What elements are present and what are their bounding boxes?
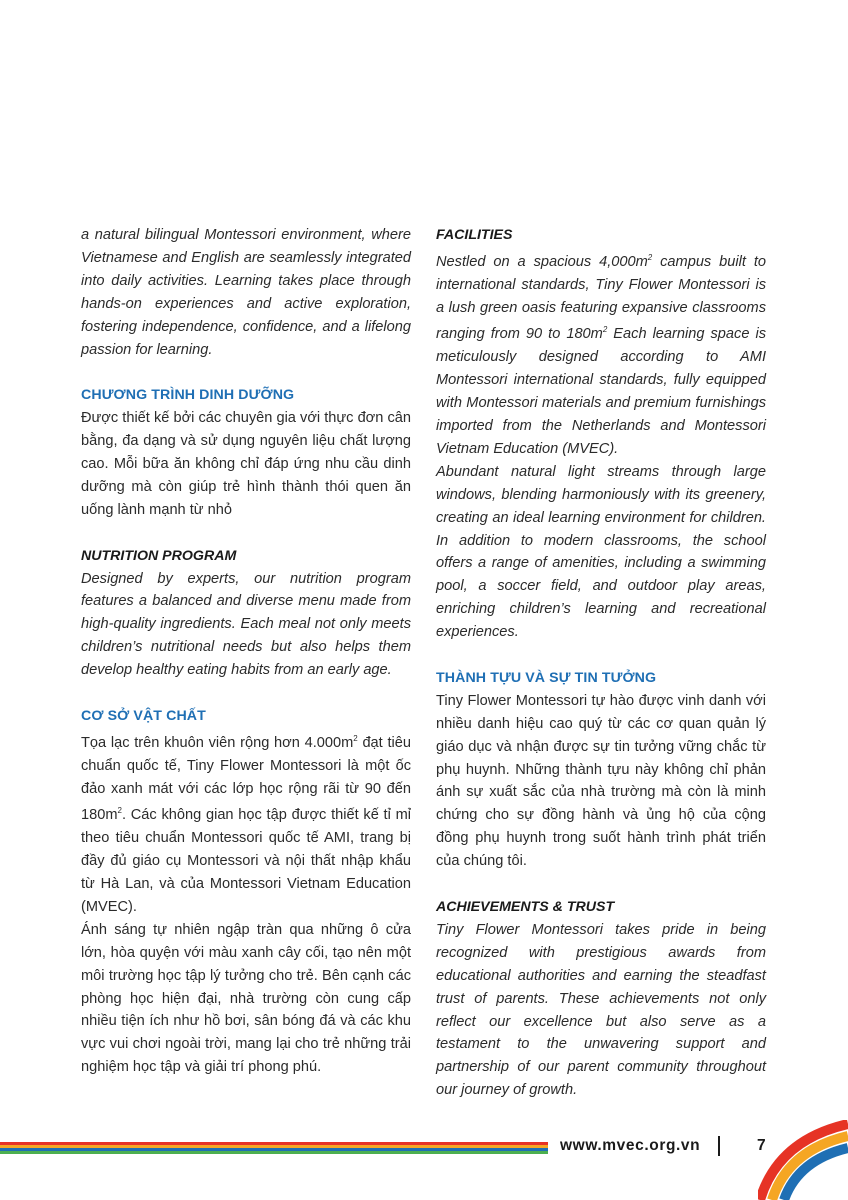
left-column (81, 224, 411, 1079)
achievements-body-en: Tiny Flower Montessori takes pride in being recognized with prestigious awards from educational authorities and earning the steadfast trust of parents. These achievements not only reflect our excellence but also serve as a testament to the unwavering support and partnership of our parent community throughout our journey of growth. (436, 921, 766, 1099)
facilities-heading-en: FACILITIES (436, 227, 513, 243)
page-number: 7 (757, 1137, 766, 1154)
facilities-body-vi-2: Ánh sáng tự nhiên ngập tràn qua những ô cửa lớn, hòa quyện với màu xanh cây cối, tạo nên một môi trường học tập lý tưởng cho trẻ. Bên cạnh các phòng học hiện đại, nhà trường còn cung cấp nhiều tiện ích như hồ bơi, sân bóng đá và các khu vực vui chơi ngoài trời, mang lại cho trẻ những trải nghiệm học tập và giải trí phong phú. (81, 921, 411, 1076)
nutrition-heading-vi: CHƯƠNG TRÌNH DINH DƯỠNG (81, 387, 295, 404)
intro-continuation: a natural bilingual Montessori environment, where Vietnamese and English are seamlessly integrated into daily activities. Learning takes place through hands-on experiences and active exploration, fostering independence, confidence, and a lifelong passion for learning. (81, 227, 411, 358)
facilities-heading-vi: CƠ SỞ VẬT CHẤT (81, 707, 206, 724)
achievements-heading-en: ACHIEVEMENTS & TRUST (436, 898, 615, 915)
right-column (436, 224, 766, 1102)
facilities-body-en-2: Abundant natural light streams through large windows, blending harmoniously with its greenery, creating an ideal learning environment for children. In addition to modern classrooms, the school offers a range of amenities, including a swimming pool, a soccer field, and outdoor play areas, enriching children’s learning and recreational experiences. (436, 463, 766, 641)
facilities-body-vi-1: Tọa lạc trên khuôn viên rộng hơn $4.000m^2$ đạt tiêu chuẩn quốc tế, Tiny Flower Montessori là một ốc đảo xanh mát với các lớp học rộng rãi từ 90 đến $180m^2$. Các không gian học tập được thiết kế tỉ mỉ theo tiêu chuẩn Montessori quốc tế AMI, trang bị đầy đủ giáo cụ Montessori và nội thất nhập khẩu từ Hà Lan, và của Montessori Vietnam Education (MVEC). (81, 733, 411, 915)
footer-stripes (0, 1142, 548, 1154)
nutrition-body-en: Designed by experts, our nutrition program features a balanced and diverse menu made from high-quality ingredients. Each meal not only meets children’s nutritional needs but also helps them develop healthy eating habits from an early age. (81, 570, 411, 679)
website-link[interactable]: www.mvec.org.vn (560, 1137, 701, 1154)
nutrition-body-vi: Được thiết kế bởi các chuyên gia với thực đơn cân bằng, đa dạng và sử dụng nguyên liệu chất lượng cao. Mỗi bữa ăn không chỉ đáp ứng nhu cầu dinh dưỡng mà còn giúp trẻ hình thành thói quen ăn uống lành mạnh từ nhỏ (81, 410, 411, 518)
stripe-green (0, 1151, 548, 1154)
achievements-body-vi: Tiny Flower Montessori tự hào được vinh danh với nhiều danh hiệu cao quý từ các cơ quan quản lý giáo dục và nhận được sự tin tưởng vững chắc từ phụ huynh. Những thành tựu này không chỉ phản ánh sự xuất sắc của nhà trường mà còn là minh chứng cho sự đồng hành và ủng hộ của cộng đồng phụ huynh trong suốt hành trình phát triển của chúng tôi. (436, 692, 766, 870)
footer-separator (718, 1136, 720, 1156)
achievements-heading-vi: THÀNH TỰU VÀ SỰ TIN TƯỞNG (436, 669, 657, 686)
facilities-body-en-1: Nestled on a spacious $4,000m^2$ campus built to international standards, Tiny Flower Montessori is a lush green oasis featuring expansive classrooms ranging from 90 to $180m^2$ Each learning space is meticulously designed according to AMI Montessori international standards, fully equipped with Montessori materials and premium furnishings imported from the Netherlands and Montessori Vietnam Education (MVEC). (436, 252, 766, 457)
corner-rainbow-decoration (758, 1120, 848, 1200)
nutrition-heading-en: NUTRITION PROGRAM (81, 547, 237, 564)
